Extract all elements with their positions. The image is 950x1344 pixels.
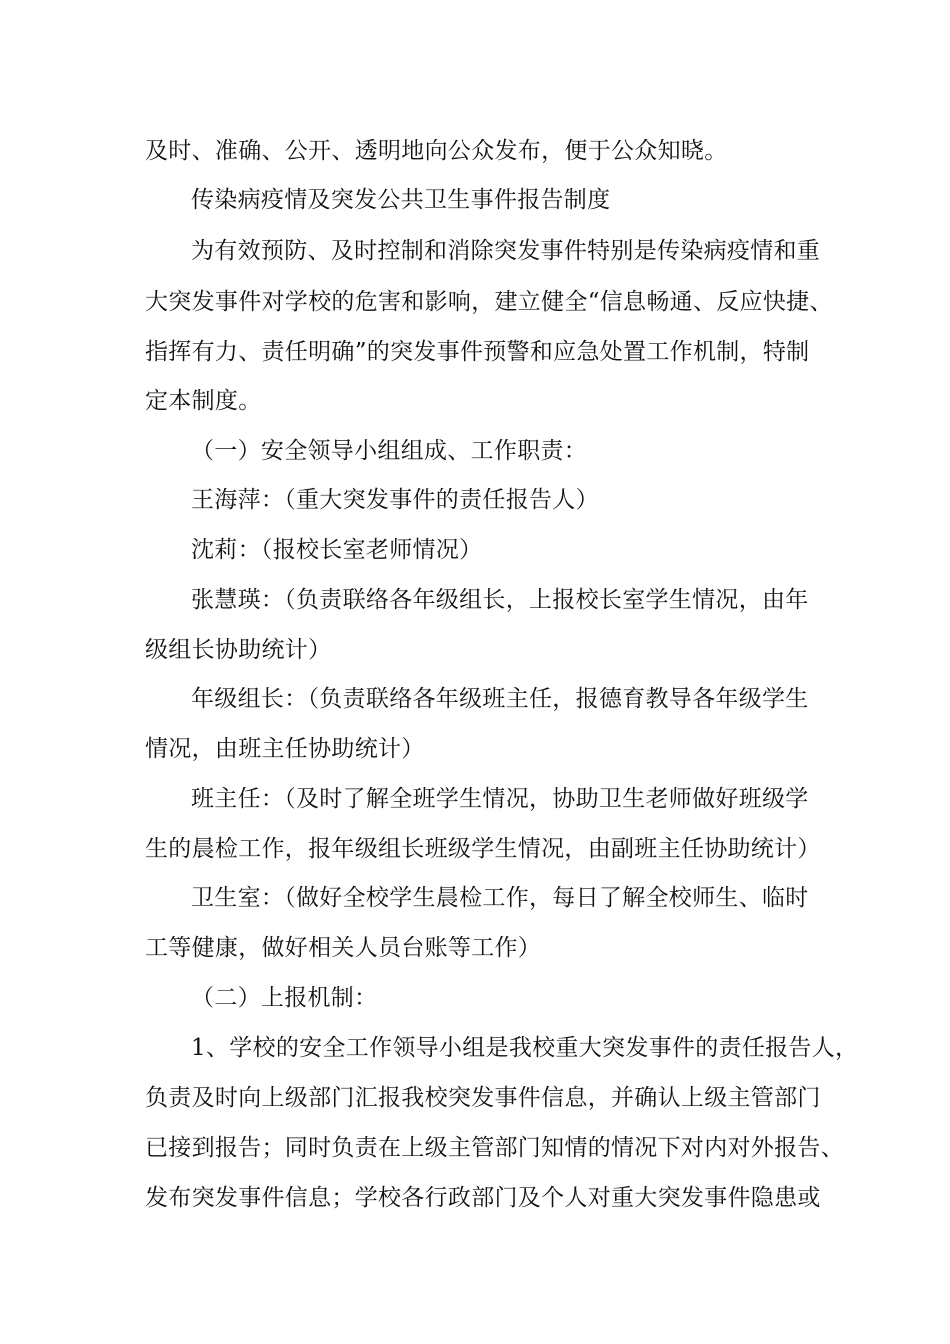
text-line: 1、学校的安全工作领导小组是我校重大突发事件的责任报告人， bbox=[191, 1035, 859, 1061]
text-line: 指挥有力、责任明确”的突发事件预警和应急处置工作机制，特制 bbox=[145, 339, 810, 365]
text-line: 卫生室：（做好全校学生晨检工作，每日了解全校师生、临时 bbox=[191, 885, 809, 911]
text-line: 大突发事件对学校的危害和影响，建立健全“信息畅通、反应快捷、 bbox=[145, 289, 833, 315]
subsection-heading: （一）安全领导小组组成、工作职责： bbox=[191, 438, 588, 464]
text-line: 及时、准确、公开、透明地向公众发布，便于公众知晓。 bbox=[145, 138, 728, 164]
text-line: 张慧瑛：（负责联络各年级组长，上报校长室学生情况，由年 bbox=[191, 587, 809, 613]
text-line: 情况，由班主任协助统计） bbox=[145, 736, 425, 762]
text-line: 生的晨检工作，报年级组长班级学生情况，由副班主任协助统计） bbox=[145, 836, 821, 862]
text-line: 级组长协助统计） bbox=[145, 637, 332, 663]
text-line: 年级组长：（负责联络各年级班主任，报德育教导各年级学生 bbox=[191, 686, 809, 712]
text-line: 工等健康，做好相关人员台账等工作） bbox=[145, 935, 542, 961]
text-line: 班主任：（及时了解全班学生情况，协助卫生老师做好班级学 bbox=[191, 786, 809, 812]
text-line: 发布突发事件信息；学校各行政部门及个人对重大突发事件隐患或 bbox=[145, 1185, 821, 1211]
text-line: 王海萍：（重大突发事件的责任报告人） bbox=[191, 487, 599, 513]
section-title: 传染病疫情及突发公共卫生事件报告制度 bbox=[191, 187, 611, 213]
text-line: 为有效预防、及时控制和消除突发事件特别是传染病疫情和重 bbox=[191, 238, 821, 264]
text-line: 负责及时向上级部门汇报我校突发事件信息，并确认上级主管部门 bbox=[145, 1085, 821, 1111]
subsection-heading: （二）上报机制： bbox=[191, 985, 378, 1011]
text-line: 定本制度。 bbox=[145, 388, 262, 414]
text-line: 沈莉：（报校长室老师情况） bbox=[191, 537, 483, 563]
text-line: 已接到报告；同时负责在上级主管部门知情的情况下对内对外报告、 bbox=[145, 1135, 844, 1161]
